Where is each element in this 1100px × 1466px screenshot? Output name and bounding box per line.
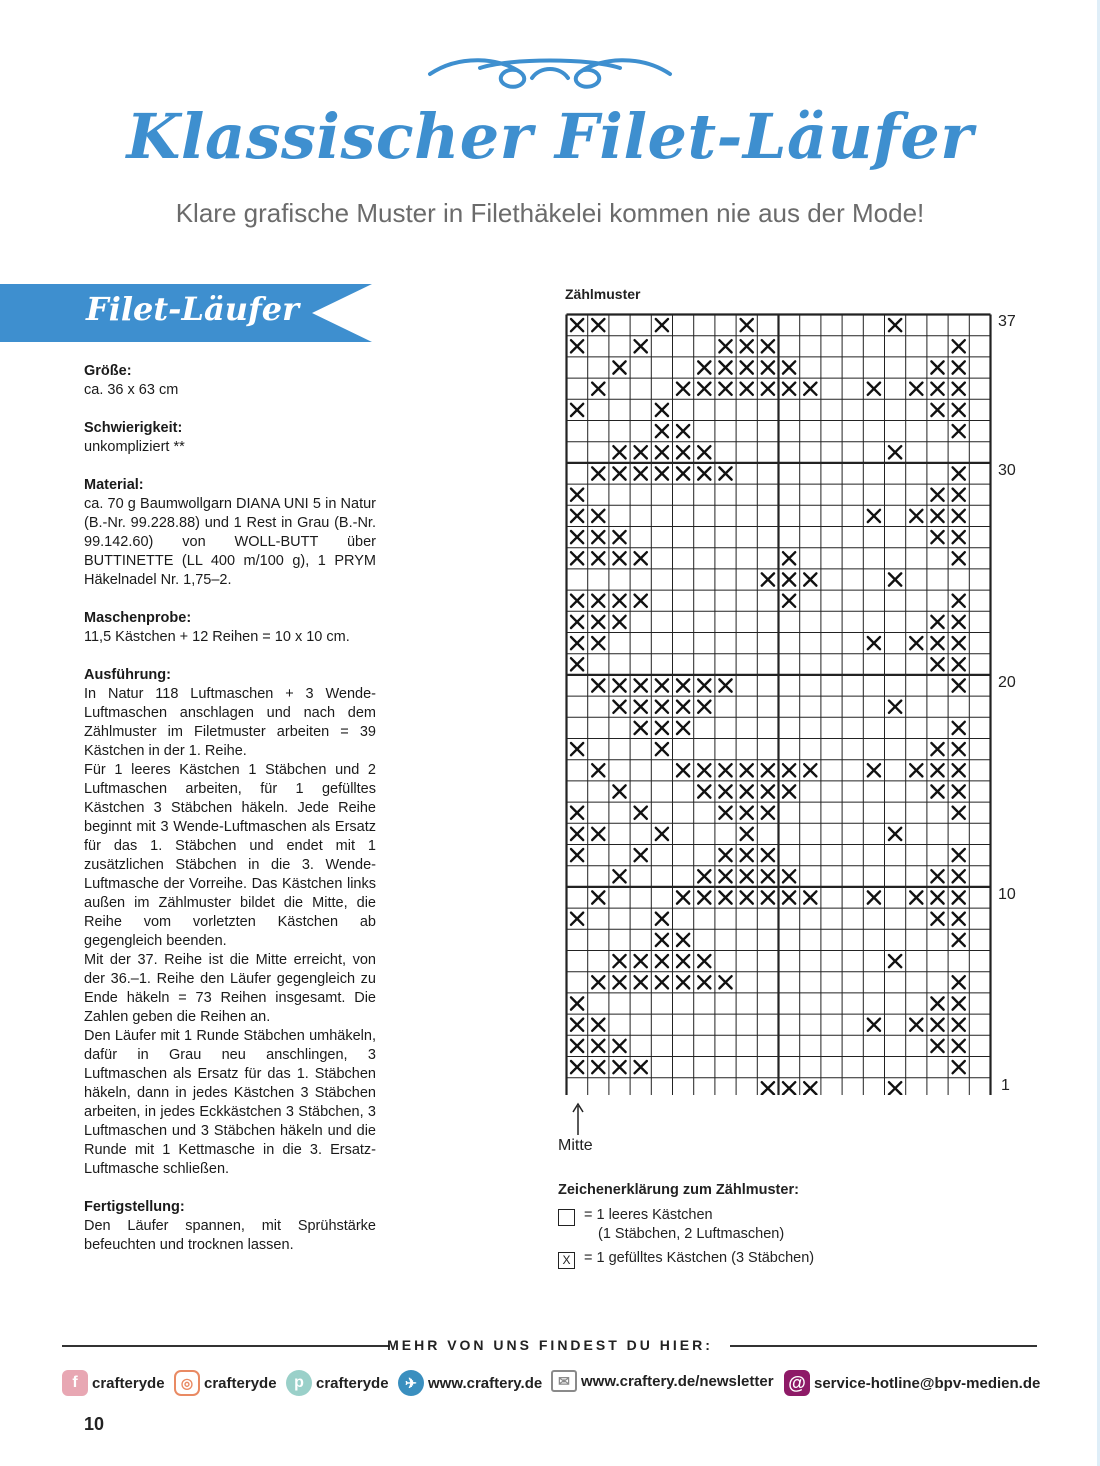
filled-cell [592,828,604,840]
section-body: Den Läufer spannen, mit Sprühstärke befeuchten und trocknen lassen. [84,1218,376,1253]
filled-cell [868,383,880,395]
filled-cell [953,340,965,352]
filled-cell [698,383,710,395]
filled-cell [783,1082,795,1094]
filled-cell [762,870,774,882]
filled-cell [571,595,583,607]
filled-cell [762,891,774,903]
section-body: ca. 70 g Baumwollgarn DIANA UNI 5 in Natur (B.-Nr. 99.228.88) und 1 Rest in Grau (B.-Nr. 99.142.60) von WOLL-BUTT über BUTTINETTE (LL 400 m/100 g), 1 PRYM Häkelnadel Nr. 1,75–2. [84,496,376,588]
filled-cell [953,510,965,522]
filled-cell [592,891,604,903]
filled-cell [635,340,647,352]
filled-cell [656,425,668,437]
filled-cell [592,637,604,649]
filled-cell [592,467,604,479]
filled-cell [592,595,604,607]
filled-cell [592,1019,604,1031]
filled-cell [571,340,583,352]
filled-cell [804,573,816,585]
filled-cell [656,467,668,479]
filled-cell [698,764,710,776]
filled-cell [953,976,965,988]
filled-cell [677,679,689,691]
filled-cell [656,404,668,416]
filled-cell [656,934,668,946]
filled-cell [635,467,647,479]
filled-cell [656,722,668,734]
filled-cell [698,679,710,691]
social-label: service-hotline@bpv-medien.de [814,1374,1041,1392]
social-pinterest[interactable] [286,1370,389,1396]
filled-cell [953,467,965,479]
filled-cell [719,785,731,797]
filled-cell [783,383,795,395]
filled-cell [953,383,965,395]
filled-cell [910,383,922,395]
filled-cell [613,679,625,691]
filled-cell [931,997,943,1009]
filled-cell [571,828,583,840]
section-body: 11,5 Kästchen + 12 Reihen = 10 x 10 cm. [84,629,350,645]
filled-cell [953,489,965,501]
social-label: crafteryde [92,1374,165,1392]
filled-cell [571,807,583,819]
filled-cell [698,955,710,967]
filled-cell [592,976,604,988]
at-icon: @ [784,1370,810,1396]
page-subtitle: Klare grafische Muster in Filethäkelei kommen nie aus der Mode! [175,198,925,228]
arrow-up-icon [570,1102,586,1136]
filled-cell [783,573,795,585]
social-label: crafteryde [316,1374,389,1392]
legend-empty-sub: (1 Stäbchen, 2 Luftmaschen) [598,1226,785,1242]
filled-cell [613,870,625,882]
section-heading: Ausführung: [84,667,171,683]
filled-cell [953,658,965,670]
filled-cell [592,383,604,395]
filled-cell [741,361,753,373]
filled-cell [762,849,774,861]
filled-cell [931,913,943,925]
filled-cell [762,361,774,373]
filled-cell [804,383,816,395]
filled-cell [571,997,583,1009]
filled-cell [635,807,647,819]
filled-cell [868,764,880,776]
filled-cell [677,701,689,713]
filled-cell [931,404,943,416]
filled-cell [571,552,583,564]
filled-cell [931,489,943,501]
filled-cell [698,870,710,882]
filled-cell [656,319,668,331]
filled-cell [613,552,625,564]
row-label-1: 1 [1001,1077,1010,1094]
social-instagram[interactable] [174,1370,277,1396]
filled-cell [571,531,583,543]
filled-cell [910,891,922,903]
filled-cell [953,616,965,628]
filled-cell [719,467,731,479]
legend-empty-text: = 1 leeres Kästchen [584,1207,713,1223]
filled-cell [592,1061,604,1073]
filled-cell [698,467,710,479]
social-label: crafteryde [204,1374,277,1392]
legend-filled-text: = 1 gefülltes Kästchen (3 Stäbchen) [584,1250,815,1266]
filled-cell [953,807,965,819]
filled-cell [592,531,604,543]
filled-cell [953,637,965,649]
filled-cell [931,637,943,649]
filled-cell [762,785,774,797]
row-label-20: 20 [998,674,1016,691]
filled-cell [677,722,689,734]
filled-cell [783,595,795,607]
filled-cell [677,446,689,458]
filled-cell [635,722,647,734]
filled-cell [868,891,880,903]
counting-chart [565,313,993,1095]
filled-cell [656,446,668,458]
filled-cell [889,701,901,713]
filled-cell [931,616,943,628]
filled-cell [741,383,753,395]
section-execution [84,666,376,1179]
filled-cell [953,785,965,797]
filled-cell [698,446,710,458]
filled-cell [889,1082,901,1094]
filled-cell [719,361,731,373]
filled-cell [656,828,668,840]
social-facebook[interactable] [62,1370,165,1396]
filled-cell [656,743,668,755]
filled-cell [656,701,668,713]
filled-cell [931,361,943,373]
filled-cell [698,361,710,373]
filled-cell [762,764,774,776]
filled-cell [741,785,753,797]
filled-cell [698,891,710,903]
filled-box-icon: X [558,1252,575,1269]
filled-cell [889,573,901,585]
filled-cell [741,870,753,882]
facebook-icon: f [62,1370,88,1396]
instagram-icon: ◎ [174,1370,200,1396]
filled-cell [719,891,731,903]
section-heading: Schwierigkeit: [84,420,183,436]
filled-cell [953,722,965,734]
filled-cell [741,891,753,903]
filled-cell [698,976,710,988]
filled-cell [592,616,604,628]
filled-cell [656,976,668,988]
row-label-30: 30 [998,462,1016,479]
filled-cell [953,934,965,946]
filled-cell [656,913,668,925]
filled-cell [931,1040,943,1052]
filled-cell [931,510,943,522]
filled-cell [571,489,583,501]
page-title: Klassischer Filet-Läufer [126,100,974,173]
filled-cell [719,764,731,776]
section-heading: Maschenprobe: [84,610,192,626]
filled-cell [635,446,647,458]
filled-cell [613,531,625,543]
filled-cell [719,340,731,352]
chart-legend [558,1181,814,1268]
filled-cell [613,446,625,458]
mail-icon: ✉ [551,1370,577,1392]
filled-cell [953,679,965,691]
filled-cell [592,510,604,522]
filled-cell [698,701,710,713]
filled-cell [783,552,795,564]
filled-cell [613,785,625,797]
filled-cell [931,891,943,903]
social-newsletter[interactable] [551,1370,774,1392]
filled-cell [613,361,625,373]
filled-cell [677,955,689,967]
filled-cell [741,764,753,776]
filled-cell [613,955,625,967]
filled-cell [953,1019,965,1031]
section-body: ca. 36 x 63 cm [84,382,179,398]
filled-cell [613,976,625,988]
page-number: 10 [84,1414,105,1434]
filled-cell [783,891,795,903]
filled-cell [889,955,901,967]
filled-cell [571,743,583,755]
filled-cell [953,595,965,607]
section-size [84,362,376,400]
filled-cell [783,785,795,797]
filled-cell [931,531,943,543]
filled-cell [741,807,753,819]
legend-title: Zeichenerklärung zum Zählmuster: [558,1182,799,1198]
filled-cell [719,383,731,395]
filled-cell [762,573,774,585]
filled-cell [741,319,753,331]
filled-cell [613,1061,625,1073]
filled-cell [635,701,647,713]
section-difficulty [84,419,376,457]
social-label: www.craftery.de [428,1374,543,1392]
filled-cell [613,616,625,628]
filled-cell [931,785,943,797]
filled-cell [571,319,583,331]
filled-cell [719,849,731,861]
filled-cell [762,807,774,819]
legend-filled [558,1249,814,1268]
social-hotline[interactable] [784,1370,1040,1396]
filled-cell [677,383,689,395]
filled-cell [677,425,689,437]
filled-cell [592,319,604,331]
filled-cell [592,764,604,776]
filled-cell [889,828,901,840]
footer-heading: MEHR VON UNS FINDEST DU HIER: [387,1337,713,1353]
filled-cell [953,361,965,373]
filled-cell [783,764,795,776]
filled-cell [635,1061,647,1073]
filled-cell [635,679,647,691]
filled-cell [613,701,625,713]
filled-cell [613,1040,625,1052]
section-gauge [84,609,376,647]
filled-cell [953,870,965,882]
filled-cell [953,913,965,925]
filled-cell [571,1061,583,1073]
filled-cell [804,1082,816,1094]
filled-cell [571,1040,583,1052]
filled-cell [783,361,795,373]
row-label-37: 37 [998,313,1016,330]
filled-cell [762,1082,774,1094]
filled-cell [868,510,880,522]
social-label: www.craftery.de/newsletter [581,1372,774,1390]
filled-cell [719,679,731,691]
filled-cell [677,467,689,479]
filled-cell [783,870,795,882]
filled-cell [677,764,689,776]
filled-cell [719,870,731,882]
row-label-10: 10 [998,886,1016,903]
filled-cell [953,531,965,543]
filled-cell [635,976,647,988]
ornament-icon [420,48,680,96]
filled-cell [571,637,583,649]
filled-cell [592,679,604,691]
filled-cell [635,849,647,861]
filled-cell [953,552,965,564]
filled-cell [953,849,965,861]
filled-cell [910,1019,922,1031]
filled-cell [635,955,647,967]
filled-cell [719,976,731,988]
chart-title: Zählmuster [565,286,641,302]
filled-cell [910,637,922,649]
filled-cell [656,955,668,967]
social-website[interactable] [398,1370,542,1396]
filled-cell [762,340,774,352]
filled-cell [868,637,880,649]
filled-cell [635,552,647,564]
section-finishing [84,1198,376,1255]
filled-cell [910,510,922,522]
section-body: unkompliziert ** [84,439,185,455]
filled-cell [804,764,816,776]
filled-cell [571,849,583,861]
filled-cell [931,658,943,670]
banner-label: Filet-Läufer [86,290,299,328]
filled-cell [613,595,625,607]
section-heading: Größe: [84,363,132,379]
filled-cell [741,849,753,861]
filled-cell [592,1040,604,1052]
center-label: Mitte [558,1137,593,1154]
filled-cell [741,340,753,352]
filled-cell [868,1019,880,1031]
filled-cell [571,1019,583,1031]
legend-empty [558,1206,814,1244]
filled-cell [571,658,583,670]
empty-box-icon [558,1209,575,1226]
filled-cell [719,807,731,819]
globe-icon: ✈ [398,1370,424,1396]
filled-cell [762,383,774,395]
filled-cell [804,891,816,903]
pinterest-icon: p [286,1370,312,1396]
section-material [84,476,376,590]
filled-cell [931,743,943,755]
filled-cell [677,891,689,903]
filled-cell [931,764,943,776]
filled-cell [953,1040,965,1052]
filled-cell [953,891,965,903]
filled-cell [592,552,604,564]
filled-cell [571,616,583,628]
section-heading: Material: [84,477,144,493]
filled-cell [931,1019,943,1031]
filled-cell [677,934,689,946]
filled-cell [677,976,689,988]
filled-cell [931,870,943,882]
filled-cell [635,595,647,607]
filled-cell [931,383,943,395]
section-body: In Natur 118 Luftmaschen + 3 Wende-Luftmaschen anschlagen und nach dem Zählmuster im Filetmuster arbeiten = 39 Kästchen in der 1. Reihe. Für 1 leeres Kästchen 1 Stäbchen und 2 Luftmaschen arbeiten, für 1 gefülltes Kästchen 3 Stäbchen häkeln. Jede Reihe beginnt mit 3 Wende-Luftmaschen als Ersatz für das 1. Stäbchen und endet mit 1 zusätzlichen Stäbchen in die 3. Wende-Luftmasche der Vorreihe. Das Kästchen links außen im Zählmuster bildet die Mitte, die Reihe vom vorletzten Kästchen ab gegengleich beenden. Mit der 37. Reihe ist die Mitte erreicht, von der 36.–1. Reihe den Läufer gegengleich zu Ende häkeln = 73 Reihen insgesamt. Die Zahlen geben die Reihen an. Den Läufer mit 1 Runde Stäbchen umhäkeln, dafür in Grau neu anschlingen, 3 Luftmaschen als Ersatz für das 1. Stäbchen häkeln, dann in jedes Kästchen 3 Stäbchen arbeiten, in jedes Eckkästchen 3 Stäbchen, 3 Luftmaschen und 3 Stäbchen häkeln und die Runde mit 1 Kettmasche in die 3. Ersatz-Luftmasche schließen. [84,686,376,1177]
filled-cell [910,764,922,776]
filled-cell [953,997,965,1009]
filled-cell [613,467,625,479]
filled-cell [953,743,965,755]
instructions-column [84,362,376,1274]
filled-cell [571,404,583,416]
filled-cell [698,785,710,797]
filled-cell [953,764,965,776]
filled-cell [889,446,901,458]
filled-cell [889,319,901,331]
filled-cell [741,828,753,840]
filled-cell [571,913,583,925]
filled-cell [571,510,583,522]
filled-cell [953,1061,965,1073]
filled-cell [953,404,965,416]
filled-cell [656,679,668,691]
section-heading: Fertigstellung: [84,1199,185,1215]
filled-cell [953,425,965,437]
